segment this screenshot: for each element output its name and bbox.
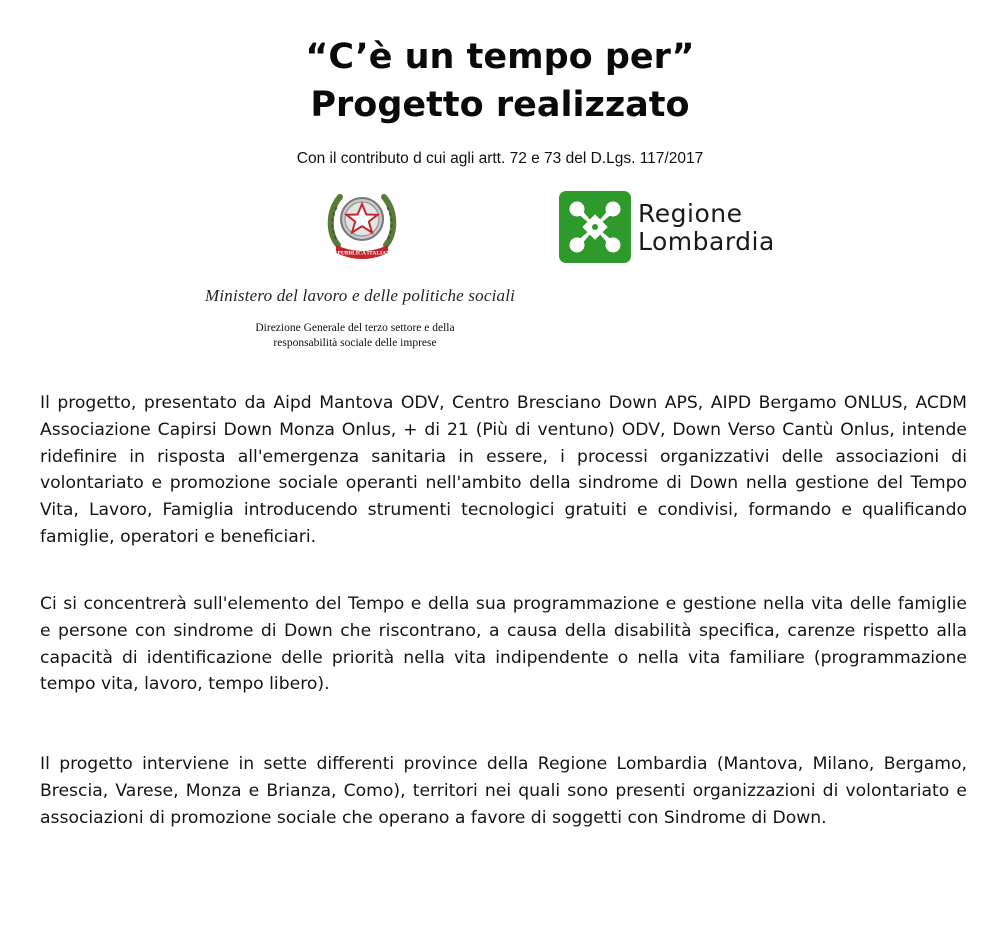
region-name-line1: Regione	[638, 199, 743, 228]
paragraph-time-focus: Ci si concentrerà sull'elemento del Tempo e della sua programmazione e gestione nella vita delle famiglie e persone con sindrome di Down che riscontrano, a causa della disabilità specifica, carenze rispetto alla capacità di identificazione delle priorità nella vita indipendente o nella vita familiare (programmazione tempo vita, lavoro, tempo libero).	[40, 594, 967, 695]
regione-lombardia-rose-icon	[559, 191, 631, 263]
ministry-name: Ministero del lavoro e delle politiche sociali	[205, 286, 516, 305]
svg-text:REPUBBLICA ITALIANA: REPUBBLICA ITALIANA	[329, 250, 395, 257]
page-title-line2: Progetto realizzato	[310, 85, 690, 125]
paragraph-project-partners: Il progetto, presentato da Aipd Mantova ODV, Centro Bresciano Down APS, AIPD Bergamo ONLUS, ACDM Associazione Capirsi Down Monza Onlus, + di 21 (Più di ventuno) ODV, Down Verso Cantù Onlus, intende ridefinire in risposta all'emergenza sanitaria in essere, i processi organizzativi delle associazioni di volontariato e promozione sociale operanti nell'ambito della sindrome di Down nella gestione del Tempo Vita, Lavoro, Famiglia introducendo strumenti tecnologici gratuiti e condivisi, formando e qualificando famiglie, operatori e beneficiari.	[40, 393, 967, 547]
ministry-department-line2: responsabilità sociale delle imprese	[273, 337, 437, 349]
region-name-line2: Lombardia	[638, 227, 775, 256]
ministry-department-line1: Direzione Generale del terzo settore e della	[255, 322, 455, 334]
italian-republic-emblem-icon	[322, 183, 402, 263]
contribution-note: Con il contributo d cui agli artt. 72 e 73 del D.Lgs. 117/2017	[296, 150, 704, 167]
paragraph-provinces: Il progetto interviene in sette differenti province della Regione Lombardia (Mantova, Milano, Bergamo, Brescia, Varese, Monza e Brianza, Como), territori nei quali sono presenti organizzazioni di volontariato e associazioni di promozione sociale che operano a favore di soggetti con Sindrome di Down.	[40, 754, 967, 828]
page-title-line1: “C’è un tempo per”	[305, 37, 695, 77]
